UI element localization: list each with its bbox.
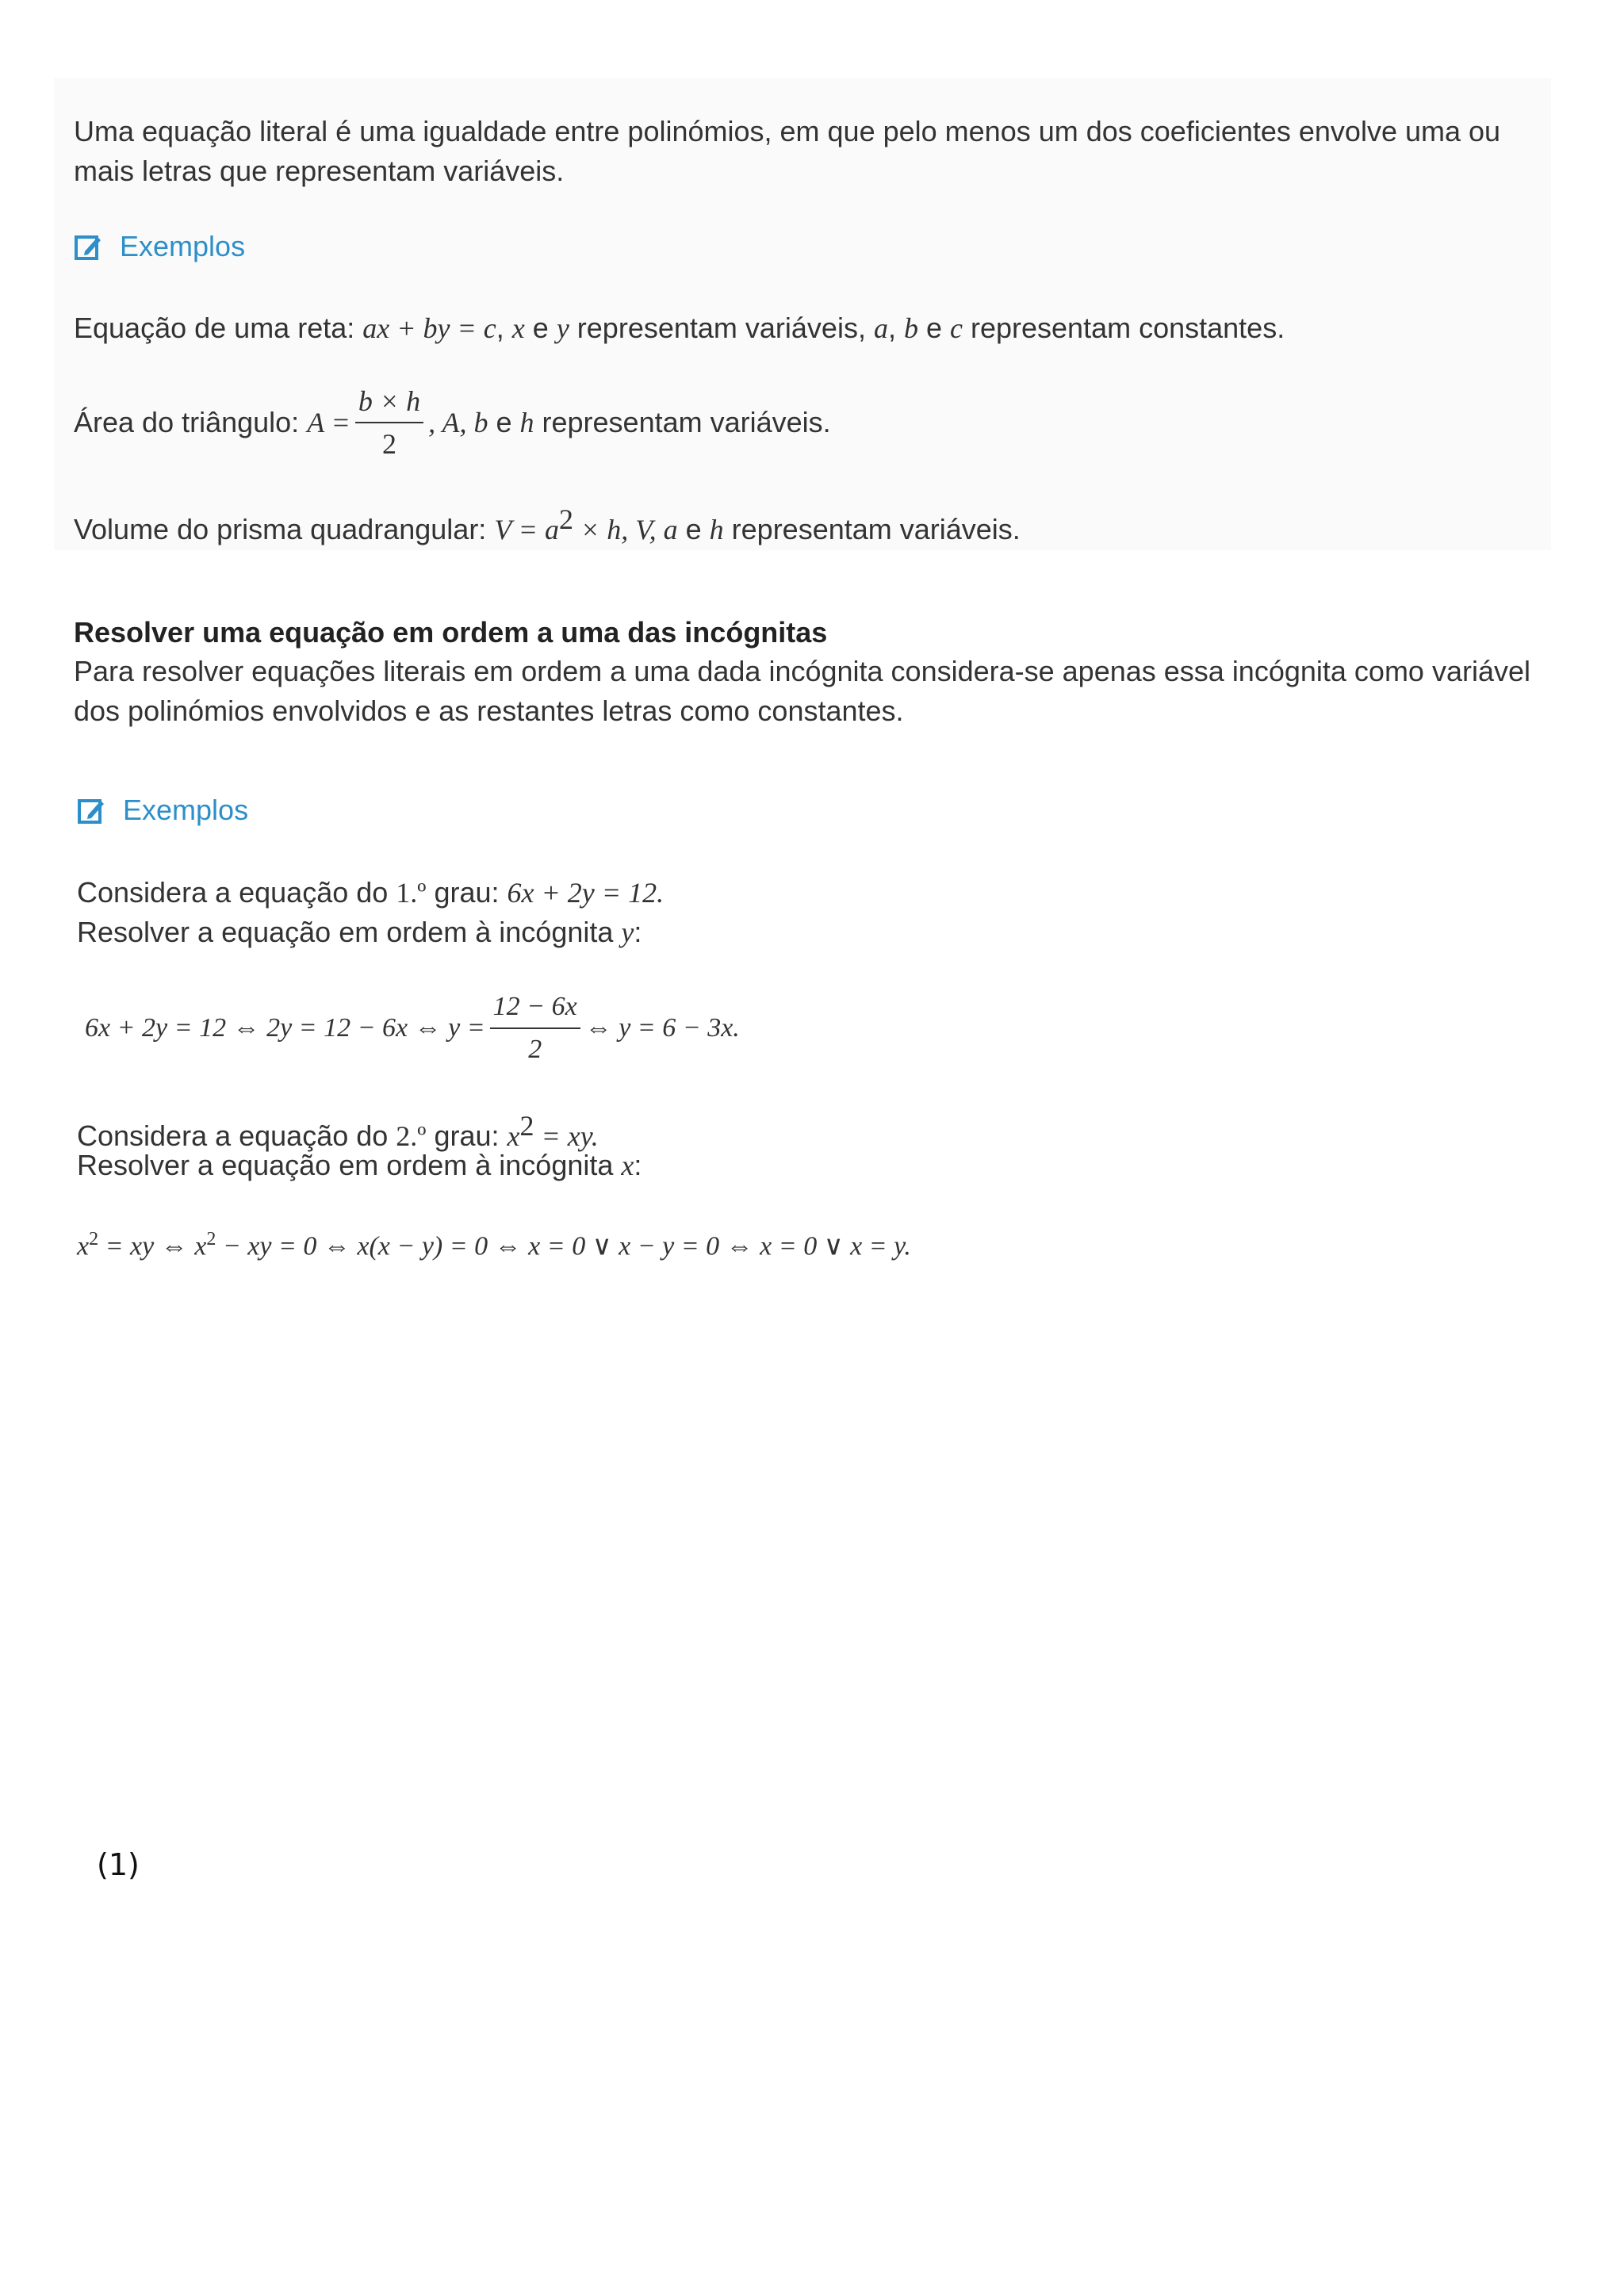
footnote-marker: (1) <box>97 1847 140 1882</box>
example-a-line-1: Considera a equação do 1.º grau: 6x + 2y = 12. <box>77 876 665 909</box>
edit-note-icon <box>77 796 105 825</box>
example-b-line-2: Resolver a equação em ordem à incógnita x: <box>77 1149 642 1181</box>
intro-line-2: mais letras que representam variáveis. <box>74 155 565 187</box>
fraction: $\frac{12 - 6x}{2}$ <box>490 991 580 1066</box>
examples-heading-2 <box>77 794 248 827</box>
examples-label: Exemplos <box>123 794 249 826</box>
examples-label: Exemplos <box>120 230 246 262</box>
section-title: Resolver uma equação em ordem a uma das incógnitas <box>74 616 828 649</box>
fraction: $\frac{b \times h}{2}$ <box>355 385 423 460</box>
section-line-2: dos polinómios envolvidos e as restantes letras como constantes. <box>74 695 904 727</box>
example-b-solution: $x^2$ = xy ⇔ $x^2$ − xy = 0 ⇔ x(x − y) = 0 ⇔ x = 0 ∨ x − y = 0 ⇔ x = 0 ∨ x = y. <box>77 1229 911 1261</box>
edit-note-icon <box>74 232 102 261</box>
examples-heading-1 <box>74 230 245 263</box>
example-a-line-2: Resolver a equação em ordem à incógnita y: <box>77 916 642 948</box>
section-line-1: Para resolver equações literais em ordem a uma dada incógnita considera-se apenas essa incógnita como variável <box>74 655 1531 687</box>
example-b-line-1: Considera a equação do 2.º grau: $x^2$ = xy. <box>77 1110 599 1152</box>
intro-line-1: Uma equação literal é uma igualdade entre polinómios, em que pelo menos um dos coeficientes envolve uma ou <box>74 115 1501 147</box>
example-a-solution: 6x + 2y = 12 ⇔ 2y = 12 − 6x ⇔ y = $\frac{12 - 6x}{2}$ ⇔ y = 6 − 3x. <box>85 992 740 1064</box>
example-prism-volume: Volume do prisma quadrangular: $V = a^2 \times h$, V, a e h representam variáveis. <box>74 503 1021 545</box>
example-triangle-area: Área do triângulo: A = $\frac{b \times h}{2}$ , A, b e h representam variáveis. <box>74 385 831 460</box>
example-line-equation: Equação de uma reta: ax + by = c, x e y representam variáveis, a, b e c representam constantes. <box>74 312 1285 344</box>
